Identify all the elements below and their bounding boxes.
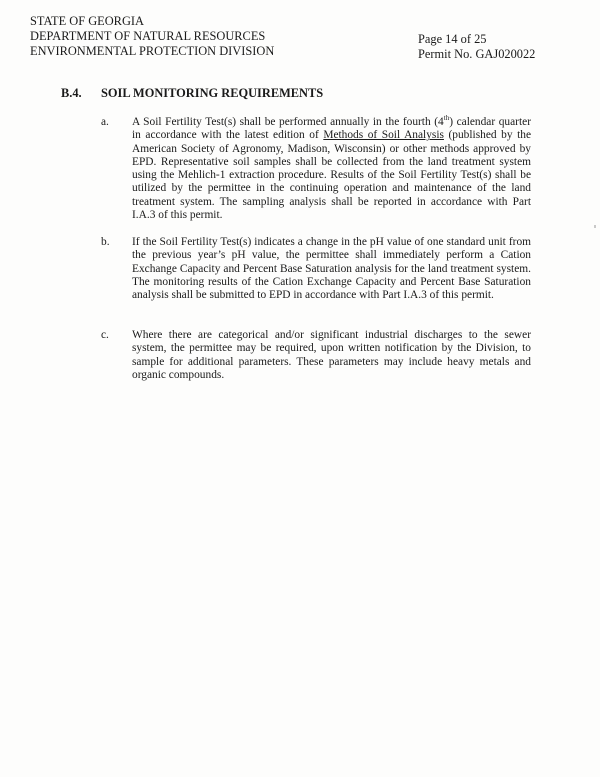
item-letter: b. — [101, 236, 110, 248]
item-letter: a. — [101, 116, 109, 128]
section-title: SOIL MONITORING REQUIREMENTS — [101, 86, 324, 100]
permit-number: Permit No. GAJ020022 — [418, 47, 536, 61]
publication-title: Methods of Soil Analysis — [323, 129, 444, 142]
page-info-header — [418, 32, 535, 62]
item-letter: c. — [101, 329, 109, 341]
section-heading — [61, 86, 323, 101]
list-item-c — [101, 329, 531, 382]
agency-header — [30, 14, 274, 59]
item-text: Where there are categorical and/or significant industrial discharges to the sewer system, the permittee may be required, upon written notification by the Division, to sample for additional parameters. These parameters may include heavy metals and organic compounds. — [132, 329, 531, 381]
item-text — [132, 116, 531, 222]
agency-division: ENVIRONMENTAL PROTECTION DIVISION — [30, 44, 275, 58]
item-text-part: A Soil Fertility Test(s) shall be performed annually in the fourth (4 — [132, 116, 444, 128]
agency-state: STATE OF GEORGIA — [30, 14, 144, 28]
list-item-a — [101, 116, 531, 222]
item-text-part: (published by the American Society of Agronomy, Madison, Wisconsin) or other methods approved by EPD. Representative soil samples shall be collected from the land treatment system using the Mehlich-1 extraction procedure. Results of the Soil Fertility Test(s) shall be utilized by the permittee in the continuing operation and maintenance of the land treatment system. The sampling analysis shall be reported in accordance with Part I.A.3 of this permit. — [132, 129, 532, 222]
ordinal-superscript: th — [443, 114, 450, 123]
item-text-part: ) calendar quarter in accordance with the latest edition of — [132, 116, 531, 142]
section-number: B.4. — [61, 86, 82, 100]
scan-speck — [594, 225, 596, 228]
item-text: If the Soil Fertility Test(s) indicates a change in the pH value of one standard unit from the previous year’s pH value, the permittee shall immediately perform a Cation Exchange Capacity and Percent Base Saturation analysis for the land treatment system. The monitoring results of the Cation Exchange Capacity and Percent Base Saturation analysis shall be submitted to EPD in accordance with Part I.A.3 of this permit. — [132, 236, 531, 302]
page-number: Page 14 of 25 — [418, 32, 487, 46]
list-item-b — [101, 236, 531, 302]
agency-department: DEPARTMENT OF NATURAL RESOURCES — [30, 29, 266, 43]
